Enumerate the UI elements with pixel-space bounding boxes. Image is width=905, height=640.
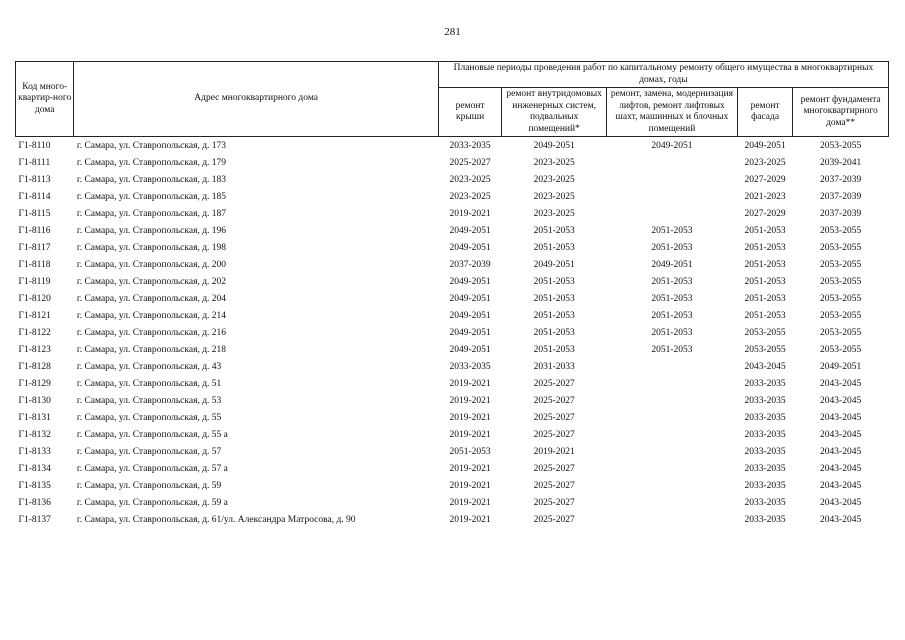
cell-address: г. Самара, ул. Ставропольская, д. 59	[76, 481, 222, 491]
table-row	[16, 359, 889, 376]
cell-facade: 2051-2053	[744, 260, 786, 270]
cell-lifts	[607, 155, 738, 172]
cell-lifts	[607, 172, 738, 189]
cell-facade: 2053-2055	[744, 328, 786, 338]
table-row	[16, 393, 889, 410]
cell-engineering: 2023-2025	[533, 175, 575, 185]
cell-address: г. Самара, ул. Ставропольская, д. 55 а	[76, 430, 228, 440]
cell-foundation: 2037-2039	[820, 209, 862, 219]
cell-code: Г1-8120	[18, 294, 51, 304]
table-row	[16, 342, 889, 359]
cell-lifts: 2049-2051	[651, 141, 693, 151]
cell-engineering: 2051-2053	[533, 243, 575, 253]
header-engineering: ремонт внутридомовых инженерных систем, подвальных помещений*	[502, 88, 607, 137]
cell-foundation: 2043-2045	[820, 447, 862, 457]
cell-code: Г1-8116	[18, 226, 51, 236]
cell-facade: 2033-2035	[744, 379, 786, 389]
cell-address: г. Самара, ул. Ставропольская, д. 198	[76, 243, 227, 253]
header-foundation: ремонт фундамента многоквартирного дома**	[793, 88, 889, 137]
cell-engineering: 2025-2027	[533, 379, 575, 389]
cell-roof: 2049-2051	[449, 345, 491, 355]
cell-foundation: 2053-2055	[820, 277, 862, 287]
cell-engineering: 2051-2053	[533, 226, 575, 236]
table-row	[16, 189, 889, 206]
cell-roof: 2019-2021	[449, 464, 491, 474]
cell-lifts	[607, 478, 738, 495]
cell-roof: 2019-2021	[449, 379, 491, 389]
cell-lifts: 2051-2053	[651, 243, 693, 253]
cell-address: г. Самара, ул. Ставропольская, д. 200	[76, 260, 227, 270]
cell-address: г. Самара, ул. Ставропольская, д. 59 а	[76, 498, 228, 508]
cell-foundation: 2043-2045	[820, 481, 862, 491]
cell-engineering: 2049-2051	[533, 260, 575, 270]
cell-foundation: 2043-2045	[820, 430, 862, 440]
cell-roof: 2049-2051	[449, 277, 491, 287]
table-row	[16, 376, 889, 393]
cell-lifts: 2051-2053	[651, 345, 693, 355]
cell-roof: 2049-2051	[449, 294, 491, 304]
cell-foundation: 2043-2045	[820, 396, 862, 406]
cell-engineering: 2025-2027	[533, 464, 575, 474]
cell-code: Г1-8129	[18, 379, 51, 389]
cell-roof: 2051-2053	[449, 447, 491, 457]
cell-address: г. Самара, ул. Ставропольская, д. 43	[76, 362, 222, 372]
cell-engineering: 2023-2025	[533, 209, 575, 219]
cell-code: Г1-8118	[18, 260, 51, 270]
cell-roof: 2019-2021	[449, 413, 491, 423]
cell-facade: 2043-2045	[744, 362, 786, 372]
cell-facade: 2049-2051	[744, 141, 786, 151]
cell-roof: 2033-2035	[449, 362, 491, 372]
cell-facade: 2033-2035	[744, 515, 786, 525]
cell-roof: 2019-2021	[449, 498, 491, 508]
table-row	[16, 495, 889, 512]
header-code: Код много-квартир-ного дома	[16, 62, 74, 137]
cell-foundation: 2053-2055	[820, 345, 862, 355]
cell-code: Г1-8135	[18, 481, 51, 491]
header-lifts: ремонт, замена, модернизация лифтов, ремонт лифтовых шахт, машинных и блочных помещений	[607, 88, 738, 137]
cell-roof: 2049-2051	[449, 243, 491, 253]
cell-lifts: 2051-2053	[651, 311, 693, 321]
cell-code: Г1-8122	[18, 328, 51, 338]
cell-foundation: 2043-2045	[820, 413, 862, 423]
cell-roof: 2033-2035	[449, 141, 491, 151]
cell-address: г. Самара, ул. Ставропольская, д. 179	[76, 158, 227, 168]
cell-lifts: 2049-2051	[651, 260, 693, 270]
cell-lifts	[607, 393, 738, 410]
cell-foundation: 2037-2039	[820, 192, 862, 202]
repair-schedule-table	[15, 61, 889, 529]
cell-engineering: 2051-2053	[533, 345, 575, 355]
cell-code: Г1-8131	[18, 413, 51, 423]
table-body	[16, 137, 889, 530]
cell-roof: 2049-2051	[449, 328, 491, 338]
cell-engineering: 2051-2053	[533, 328, 575, 338]
table-row	[16, 461, 889, 478]
cell-roof: 2049-2051	[449, 311, 491, 321]
table-header	[16, 62, 889, 137]
cell-facade: 2033-2035	[744, 464, 786, 474]
cell-foundation: 2053-2055	[820, 226, 862, 236]
cell-code: Г1-8130	[18, 396, 51, 406]
cell-engineering: 2031-2033	[533, 362, 575, 372]
cell-roof: 2025-2027	[449, 158, 491, 168]
cell-roof: 2019-2021	[449, 396, 491, 406]
cell-foundation: 2049-2051	[820, 362, 862, 372]
cell-facade: 2033-2035	[744, 498, 786, 508]
cell-address: г. Самара, ул. Ставропольская, д. 61/ул. Александра Матросова, д. 90	[76, 515, 356, 525]
cell-roof: 2023-2025	[449, 192, 491, 202]
table-row	[16, 410, 889, 427]
cell-facade: 2051-2053	[744, 277, 786, 287]
cell-lifts	[607, 495, 738, 512]
table-row	[16, 155, 889, 172]
cell-code: Г1-8128	[18, 362, 51, 372]
cell-address: г. Самара, ул. Ставропольская, д. 53	[76, 396, 222, 406]
table-row	[16, 240, 889, 257]
table-row	[16, 444, 889, 461]
cell-roof: 2049-2051	[449, 226, 491, 236]
header-row-top	[16, 62, 889, 88]
cell-foundation: 2053-2055	[820, 328, 862, 338]
cell-facade: 2033-2035	[744, 396, 786, 406]
cell-engineering: 2023-2025	[533, 192, 575, 202]
table-row	[16, 478, 889, 495]
cell-foundation: 2043-2045	[820, 498, 862, 508]
cell-roof: 2019-2021	[449, 515, 491, 525]
table-row	[16, 137, 889, 156]
cell-facade: 2033-2035	[744, 430, 786, 440]
table-row	[16, 325, 889, 342]
cell-lifts: 2051-2053	[651, 328, 693, 338]
table-row	[16, 172, 889, 189]
cell-facade: 2023-2025	[744, 158, 786, 168]
table-row	[16, 206, 889, 223]
cell-code: Г1-8134	[18, 464, 51, 474]
cell-address: г. Самара, ул. Ставропольская, д. 57 а	[76, 464, 228, 474]
cell-code: Г1-8119	[18, 277, 51, 287]
cell-lifts	[607, 189, 738, 206]
cell-address: г. Самара, ул. Ставропольская, д. 216	[76, 328, 227, 338]
header-periods: Плановые периоды проведения работ по капитальному ремонту общего имущества в многоквартирных домах, годы	[438, 62, 888, 88]
cell-address: г. Самара, ул. Ставропольская, д. 173	[76, 141, 227, 151]
table-row	[16, 427, 889, 444]
cell-engineering: 2025-2027	[533, 498, 575, 508]
cell-engineering: 2025-2027	[533, 430, 575, 440]
cell-address: г. Самара, ул. Ставропольская, д. 202	[76, 277, 227, 287]
cell-lifts	[607, 410, 738, 427]
cell-roof: 2037-2039	[449, 260, 491, 270]
cell-roof: 2019-2021	[449, 209, 491, 219]
cell-address: г. Самара, ул. Ставропольская, д. 218	[76, 345, 227, 355]
cell-code: Г1-8110	[18, 141, 51, 151]
cell-code: Г1-8121	[18, 311, 51, 321]
cell-engineering: 2025-2027	[533, 413, 575, 423]
cell-address: г. Самара, ул. Ставропольская, д. 55	[76, 413, 222, 423]
cell-facade: 2051-2053	[744, 226, 786, 236]
cell-engineering: 2025-2027	[533, 515, 575, 525]
cell-facade: 2051-2053	[744, 294, 786, 304]
cell-lifts	[607, 427, 738, 444]
header-facade: ремонт фасада	[737, 88, 792, 137]
cell-engineering: 2051-2053	[533, 277, 575, 287]
cell-facade: 2033-2035	[744, 481, 786, 491]
cell-foundation: 2053-2055	[820, 243, 862, 253]
cell-lifts	[607, 461, 738, 478]
cell-address: г. Самара, ул. Ставропольская, д. 187	[76, 209, 227, 219]
cell-code: Г1-8115	[18, 209, 51, 219]
cell-code: Г1-8133	[18, 447, 51, 457]
cell-roof: 2019-2021	[449, 481, 491, 491]
cell-address: г. Самара, ул. Ставропольская, д. 185	[76, 192, 227, 202]
table-row	[16, 274, 889, 291]
cell-facade: 2033-2035	[744, 413, 786, 423]
cell-engineering: 2051-2053	[533, 311, 575, 321]
cell-address: г. Самара, ул. Ставропольская, д. 214	[76, 311, 227, 321]
header-roof: ремонт крыши	[438, 88, 501, 137]
cell-engineering: 2025-2027	[533, 481, 575, 491]
cell-engineering: 2051-2053	[533, 294, 575, 304]
cell-roof: 2019-2021	[449, 430, 491, 440]
cell-lifts: 2051-2053	[651, 277, 693, 287]
table-row	[16, 308, 889, 325]
cell-address: г. Самара, ул. Ставропольская, д. 57	[76, 447, 222, 457]
cell-address: г. Самара, ул. Ставропольская, д. 196	[76, 226, 227, 236]
cell-foundation: 2053-2055	[820, 260, 862, 270]
cell-code: Г1-8113	[18, 175, 51, 185]
cell-engineering: 2049-2051	[533, 141, 575, 151]
cell-foundation: 2043-2045	[820, 379, 862, 389]
cell-address: г. Самара, ул. Ставропольская, д. 204	[76, 294, 227, 304]
table-row	[16, 291, 889, 308]
cell-lifts: 2051-2053	[651, 294, 693, 304]
cell-code: Г1-8132	[18, 430, 51, 440]
cell-foundation: 2053-2055	[820, 294, 862, 304]
cell-foundation: 2053-2055	[820, 311, 862, 321]
table-row	[16, 512, 889, 529]
cell-foundation: 2043-2045	[820, 515, 862, 525]
cell-facade: 2027-2029	[744, 209, 786, 219]
cell-engineering: 2025-2027	[533, 396, 575, 406]
cell-foundation: 2039-2041	[820, 158, 862, 168]
cell-lifts	[607, 206, 738, 223]
cell-foundation: 2043-2045	[820, 464, 862, 474]
header-address: Адрес многоквартирного дома	[74, 62, 438, 137]
cell-address: г. Самара, ул. Ставропольская, д. 183	[76, 175, 227, 185]
cell-lifts	[607, 512, 738, 529]
cell-code: Г1-8136	[18, 498, 51, 508]
cell-facade: 2053-2055	[744, 345, 786, 355]
cell-foundation: 2053-2055	[820, 141, 862, 151]
cell-roof: 2023-2025	[449, 175, 491, 185]
cell-address: г. Самара, ул. Ставропольская, д. 51	[76, 379, 222, 389]
cell-facade: 2051-2053	[744, 311, 786, 321]
cell-code: Г1-8114	[18, 192, 51, 202]
cell-facade: 2033-2035	[744, 447, 786, 457]
cell-code: Г1-8111	[18, 158, 51, 168]
cell-engineering: 2023-2025	[533, 158, 575, 168]
cell-lifts	[607, 359, 738, 376]
cell-code: Г1-8123	[18, 345, 51, 355]
table-row	[16, 257, 889, 274]
cell-lifts: 2051-2053	[651, 226, 693, 236]
cell-engineering: 2019-2021	[533, 447, 575, 457]
cell-code: Г1-8137	[18, 515, 51, 525]
cell-lifts	[607, 444, 738, 461]
cell-facade: 2021-2023	[744, 192, 786, 202]
table-row	[16, 223, 889, 240]
page-number: 281	[444, 26, 461, 38]
cell-foundation: 2037-2039	[820, 175, 862, 185]
cell-facade: 2051-2053	[744, 243, 786, 253]
cell-code: Г1-8117	[18, 243, 51, 253]
cell-lifts	[607, 376, 738, 393]
cell-facade: 2027-2029	[744, 175, 786, 185]
